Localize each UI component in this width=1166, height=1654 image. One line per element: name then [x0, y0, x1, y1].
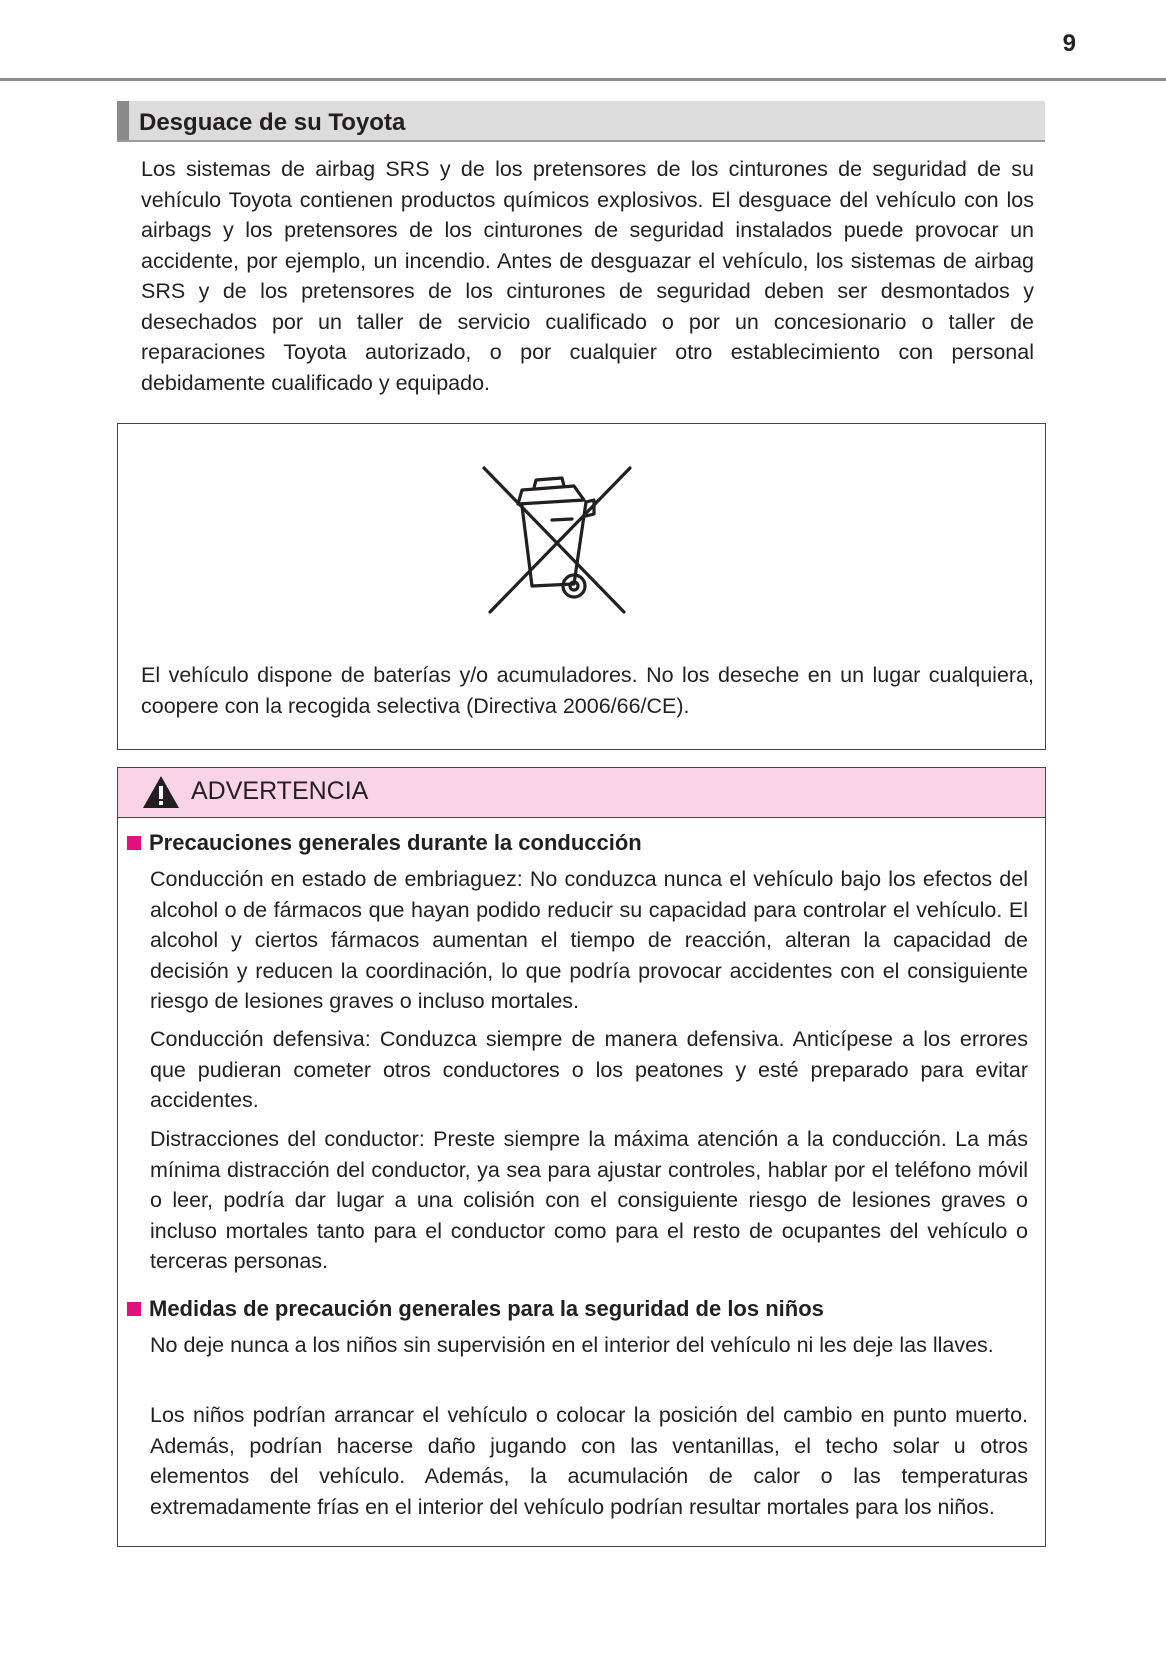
warning-paragraph: Los niños podrían arrancar el vehículo o colocar la posición del cambio en punto muerto. Además, podrían hacerse daño jugando con las ventanillas, el techo solar u otros elementos del vehículo. Además, la acumulación de calor o las temperaturas extremadamente frías en el interior del vehículo podrían resultar mortales para los niños. — [150, 1403, 1028, 1519]
section-title: Desguace de su Toyota — [139, 109, 406, 136]
warning-triangle-icon — [141, 774, 181, 810]
page-number: 9 — [1062, 30, 1076, 57]
bullet-square-icon — [127, 1302, 141, 1316]
warning-paragraph: No deje nunca a los niños sin supervisión en el interior del vehículo ni les deje las llaves. — [150, 1333, 994, 1357]
crossed-out-wheelie-bin-icon — [482, 466, 632, 614]
bullet-square-icon — [127, 836, 141, 850]
warning-section-heading-text: Medidas de precaución generales para la seguridad de los niños — [149, 1296, 824, 1321]
recycle-notice-text: El vehículo dispone de baterías y/o acumuladores. No los deseche en un lugar cualquiera, coopere con la recogida selectiva (Directiva 2006/66/CE). — [141, 663, 1034, 718]
warning-section-heading-text: Precauciones generales durante la conducción — [149, 830, 642, 855]
warning-section-heading — [127, 1296, 824, 1322]
warning-title: ADVERTENCIA — [191, 777, 369, 805]
warning-paragraph: Conducción en estado de embriaguez: No conduzca nunca el vehículo bajo los efectos del alcohol o de fármacos que hayan podido reducir su capacidad para controlar el vehículo. El alcohol y ciertos fármacos aumentan el tiempo de reacción, alteran la capacidad de decisión y reducen la coordinación, lo que podría provocar accidentes con el consiguiente riesgo de lesiones graves o incluso mortales. — [150, 867, 1028, 1014]
warning-section-heading — [127, 830, 642, 856]
section-header-bar — [117, 101, 129, 140]
section-header — [117, 101, 1045, 142]
header-rule — [0, 78, 1166, 81]
warning-paragraph: Distracciones del conductor: Preste siempre la máxima atención a la conducción. La más mínima distracción del conductor, ya sea para ajustar controles, hablar por el teléfono móvil o leer, podría dar lugar a una colisión con el consiguiente riesgo de lesiones graves o incluso mortales tanto para el conductor como para el resto de ocupantes del vehículo o terceras personas. — [150, 1127, 1028, 1274]
warning-header — [117, 767, 1046, 818]
section-body: Los sistemas de airbag SRS y de los pretensores de los cinturones de seguridad de su vehículo Toyota contienen productos químicos explosivos. El desguace del vehículo con los airbags y los pretensores de los cinturones de seguridad instalados puede provocar un accidente, por ejemplo, un incendio. Antes de desguazar el vehículo, los sistemas de airbag SRS y de los pretensores de los cinturones de seguridad deben ser desmontados y desechados por un taller de servicio cualificado o por un concesionario o taller de reparaciones Toyota autorizado, o por cualquier otro establecimiento con personal debidamente cualificado y equipado. — [141, 157, 1034, 395]
warning-paragraph: Conducción defensiva: Conduzca siempre de manera defensiva. Anticípese a los errores que pudieran cometer otros conductores o los peatones y esté preparado para evitar accidentes. — [150, 1027, 1028, 1113]
